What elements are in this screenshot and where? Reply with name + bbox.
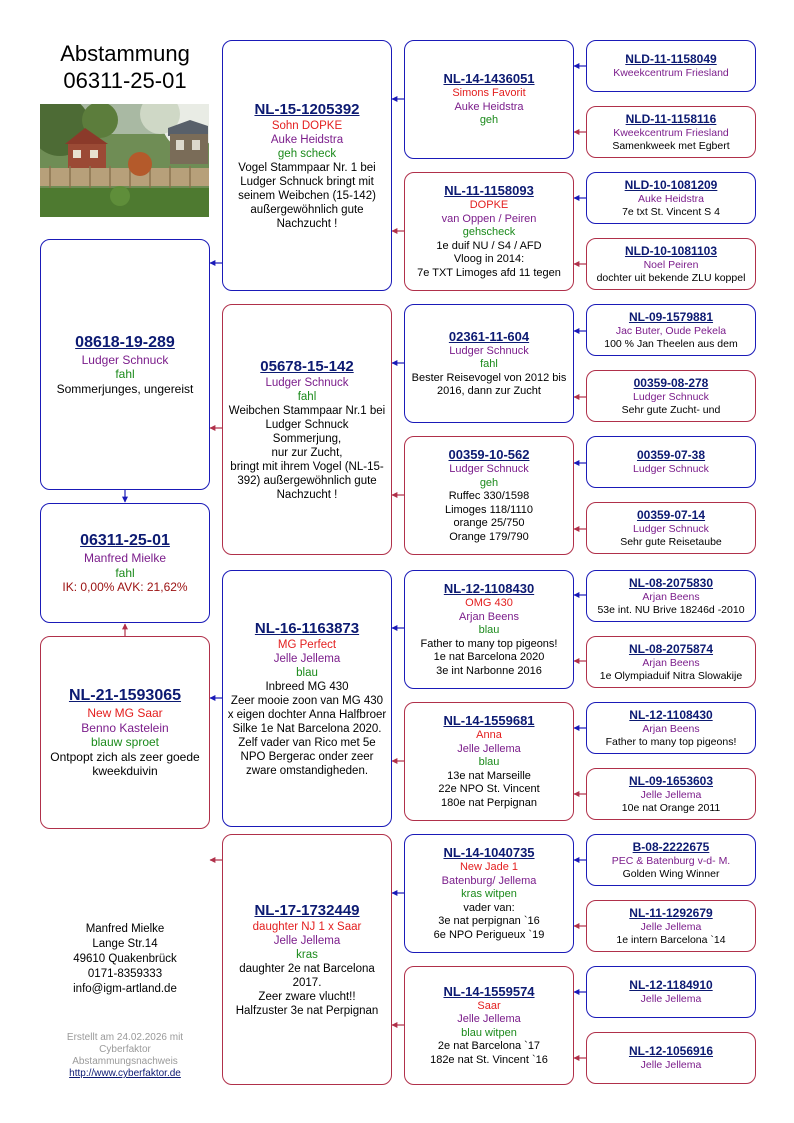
pigeon-ring-number[interactable]: NL-15-1205392 bbox=[254, 101, 360, 118]
pigeon-card-mfmm bbox=[586, 768, 756, 820]
pigeon-breeder: Ludger Schnuck bbox=[633, 463, 709, 475]
pigeon-note: Inbreed MG 430 bbox=[265, 681, 349, 693]
pigeon-breeder: Arjan Beens bbox=[459, 610, 519, 623]
pigeon-note: 1e nat Barcelona 2020 bbox=[433, 651, 545, 663]
pigeon-breeder: Kweekcentrum Friesland bbox=[613, 67, 729, 79]
pigeon-color: kras bbox=[296, 949, 318, 961]
owner-phone: 0171-8359333 bbox=[87, 968, 163, 980]
pigeon-breeder: Jelle Jellema bbox=[273, 653, 341, 665]
pigeon-card-fmff bbox=[586, 304, 756, 356]
pigeon-card-mmmf bbox=[586, 966, 756, 1018]
pigeon-ring-number[interactable]: NL-14-1559681 bbox=[443, 713, 535, 728]
pigeon-ring-number[interactable]: NL-21-1593065 bbox=[68, 687, 182, 705]
pigeon-color: geh scheck bbox=[277, 148, 337, 160]
pigeon-note: Orange 179/790 bbox=[449, 530, 529, 543]
pigeon-card-ffff bbox=[586, 40, 756, 92]
pigeon-note: 13e nat Marseille bbox=[447, 769, 531, 782]
pigeon-note: 53e int. NU Brive 18246d -2010 bbox=[597, 603, 745, 616]
pigeon-pigeon-name: New MG Saar bbox=[87, 706, 163, 721]
pigeon-note: 7e TXT Limoges afd 11 tegen bbox=[417, 266, 561, 279]
credit-link[interactable]: http://www.cyberfaktor.de bbox=[69, 1068, 181, 1079]
title-line-1: Abstammung bbox=[60, 41, 190, 66]
pigeon-breeder: Jelle Jellema bbox=[457, 1013, 521, 1026]
owner-street: Lange Str.14 bbox=[92, 938, 158, 950]
pigeon-color: geh bbox=[479, 476, 499, 489]
pigeon-color: blau bbox=[478, 756, 500, 768]
pigeon-color: blau witpen bbox=[461, 1026, 517, 1039]
credit-line-1: Erstellt am 24.02.2026 mit bbox=[66, 1032, 184, 1043]
pigeon-ring-number[interactable]: 08618-19-289 bbox=[75, 333, 175, 351]
pigeon-note: Limoges 118/1110 bbox=[444, 503, 534, 516]
pigeon-note: 7e txt St. Vincent S 4 bbox=[622, 205, 720, 218]
pigeon-card-fffm bbox=[586, 106, 756, 158]
pigeon-note: Vloog in 2014: bbox=[453, 253, 525, 265]
pigeon-card-fmm bbox=[404, 436, 574, 555]
pigeon-ring-number[interactable]: NLD-11-1158049 bbox=[625, 52, 717, 66]
pigeon-breeder: Batenburg/ Jellema bbox=[441, 874, 537, 887]
pigeon-ring-number[interactable]: NL-12-1184910 bbox=[629, 978, 713, 992]
pigeon-card-mfff bbox=[586, 570, 756, 622]
pigeon-pigeon-name: OMG 430 bbox=[465, 597, 513, 609]
pigeon-breeder: Ludger Schnuck bbox=[633, 390, 709, 403]
pigeon-card-mm bbox=[222, 834, 392, 1085]
pigeon-note: 180e nat Perpignan bbox=[440, 796, 538, 809]
pigeon-card-mmmm bbox=[586, 1032, 756, 1084]
pigeon-breeder: Arjan Beens bbox=[642, 722, 700, 735]
title-line-2: 06311-25-01 bbox=[63, 68, 187, 93]
pigeon-card-mfm bbox=[404, 702, 574, 821]
pigeon-breeder: Ludger Schnuck bbox=[449, 344, 529, 357]
pigeon-ring-number[interactable]: 00359-10-562 bbox=[448, 447, 530, 462]
pigeon-card-mmfm bbox=[586, 900, 756, 952]
pigeon-card-mmff bbox=[586, 834, 756, 886]
pigeon-breeder: Jelle Jellema bbox=[640, 993, 702, 1005]
pigeon-breeder: Auke Heidstra bbox=[454, 100, 524, 113]
pigeon-breeder: Ludger Schnuck bbox=[449, 463, 529, 475]
pigeon-color: kras witpen bbox=[461, 888, 517, 900]
pigeon-breeder: Jelle Jellema bbox=[640, 1059, 702, 1071]
pigeon-card-mffm bbox=[586, 636, 756, 688]
pigeon-note: vader van: bbox=[463, 901, 515, 914]
pigeon-note: Vogel Stammpaar Nr. 1 bei Ludger Schnuck bringt mit seinem Weibchen (15-142) außergewöhnlich gute Nachzucht ! bbox=[238, 162, 376, 230]
pigeon-color: fahl bbox=[115, 367, 135, 382]
pigeon-card-mff bbox=[404, 570, 574, 689]
pigeon-breeder: Jelle Jellema bbox=[457, 742, 521, 755]
pigeon-color: fahl bbox=[297, 391, 317, 403]
pigeon-breeder: van Oppen / Peiren bbox=[441, 212, 537, 225]
pigeon-ring-number[interactable]: B-08-2222675 bbox=[632, 839, 710, 854]
pigeon-ring-number[interactable]: NL-09-1653603 bbox=[628, 773, 714, 788]
pigeon-note: 10e nat Orange 2011 bbox=[621, 801, 721, 814]
pigeon-note: Sehr gute Reisetaube bbox=[620, 535, 722, 548]
pigeon-ring-number[interactable]: NL-14-1436051 bbox=[443, 71, 535, 87]
pigeon-note: 2e nat Barcelona `17 bbox=[437, 1040, 541, 1053]
pigeon-card-mmm bbox=[404, 966, 574, 1085]
pigeon-card-mmf bbox=[404, 834, 574, 953]
pigeon-ring-number[interactable]: NL-12-1108430 bbox=[629, 707, 713, 722]
pigeon-ring-number[interactable]: NL-16-1163873 bbox=[254, 620, 360, 637]
owner-address bbox=[40, 922, 210, 997]
pigeon-card-mf bbox=[222, 570, 392, 827]
pigeon-ring-number[interactable]: NLD-11-1158116 bbox=[625, 111, 717, 126]
pigeon-note: Sommerjung, bbox=[272, 433, 342, 445]
pigeon-color: blauw sproet bbox=[90, 735, 160, 750]
pigeon-breeder: Jelle Jellema bbox=[273, 935, 341, 947]
pigeon-ring-number[interactable]: NL-12-1056916 bbox=[628, 1044, 714, 1058]
pigeon-card-subject bbox=[40, 503, 210, 623]
pigeon-color: geh bbox=[479, 114, 499, 127]
pigeon-card-fff bbox=[404, 40, 574, 159]
pigeon-note: 3e nat perpignan `16 bbox=[438, 915, 540, 927]
pigeon-breeder: Arjan Beens bbox=[642, 590, 700, 603]
pigeon-breeder: Jelle Jellema bbox=[640, 920, 702, 933]
pigeon-note: Zeer mooie zoon van MG 430 x eigen dochter Anna Halfbroer Silke 1e Nat Barcelona 2020. Zelf vader van Rico met 5e NPO Bergerac onder zeer zware omstandigheden. bbox=[227, 695, 387, 777]
pigeon-card-mother bbox=[40, 636, 210, 829]
pigeon-breeder: Ludger Schnuck bbox=[633, 522, 709, 535]
pigeon-breeder: Ludger Schnuck bbox=[81, 352, 169, 367]
pigeon-breeder: Jac Buter, Oude Pekela bbox=[615, 324, 727, 337]
pigeon-pigeon-name: Anna bbox=[476, 729, 502, 741]
pigeon-pigeon-name: Sohn DOPKE bbox=[271, 120, 343, 132]
pigeon-ring-number[interactable]: NL-17-1732449 bbox=[254, 902, 360, 919]
pigeon-pigeon-name: Saar bbox=[477, 999, 501, 1012]
pigeon-breeder: Auke Heidstra bbox=[638, 192, 704, 205]
pigeon-note: Ontpopt zich als zeer goede kweekduivin bbox=[50, 749, 200, 779]
pigeon-breeder: Jelle Jellema bbox=[640, 788, 702, 801]
pigeon-ring-number[interactable]: NL-09-1579881 bbox=[628, 309, 714, 324]
pigeon-card-father bbox=[40, 239, 210, 490]
pigeon-breeder: Manfred Mielke bbox=[83, 551, 167, 566]
pigeon-note: Sehr gute Zucht- und bbox=[621, 403, 721, 416]
pigeon-note: 22e NPO St. Vincent bbox=[438, 783, 540, 795]
pigeon-color: fahl bbox=[115, 565, 135, 580]
pigeon-breeder: PEC & Batenburg v-d- M. bbox=[611, 854, 731, 867]
pigeon-pigeon-name: daughter NJ 1 x Saar bbox=[252, 921, 362, 933]
owner-city: 49610 Quakenbrück bbox=[73, 953, 177, 965]
credit-note bbox=[40, 1032, 210, 1080]
pigeon-ring-number[interactable]: 00359-08-278 bbox=[633, 375, 709, 390]
pigeon-pigeon-name: DOPKE bbox=[469, 199, 509, 211]
pigeon-note: 100 % Jan Theelen aus dem bbox=[604, 337, 738, 350]
pigeon-note: Halfzuster 3e nat Perpignan bbox=[235, 1005, 379, 1017]
owner-name: Manfred Mielke bbox=[85, 923, 165, 935]
pigeon-note: 1e Olympiaduif Nitra Slowakije bbox=[599, 669, 743, 682]
pigeon-note: bringt mit ihrem Vogel (NL-15-392) außergewöhnlich gute Nachzucht ! bbox=[230, 461, 384, 501]
pigeon-pigeon-name: MG Perfect bbox=[277, 639, 337, 651]
pigeon-breeder: Ludger Schnuck bbox=[265, 377, 349, 389]
pigeon-note: Bester Reisevogel von 2012 bis 2016, dann zur Zucht bbox=[411, 371, 567, 397]
pigeon-note: dochter uit bekende ZLU koppel bbox=[596, 271, 746, 284]
pigeon-note: 1e duif NU / S4 / AFD bbox=[436, 239, 542, 252]
pigeon-card-fmmf bbox=[586, 436, 756, 488]
pigeon-note: Samenkweek met Egbert bbox=[612, 139, 730, 152]
pigeon-card-mfmf bbox=[586, 702, 756, 754]
pigeon-note: nur zur Zucht, bbox=[271, 447, 343, 459]
pigeon-note: orange 25/750 bbox=[453, 517, 525, 529]
pigeon-card-fmfm bbox=[586, 370, 756, 422]
pigeon-note: daughter 2e nat Barcelona 2017. bbox=[239, 963, 375, 989]
credit-line-3: Abstammungsnachweis bbox=[72, 1056, 178, 1067]
pigeon-ring-number[interactable]: 00359-07-38 bbox=[636, 448, 706, 462]
pigeon-breeder: Arjan Beens bbox=[642, 656, 700, 669]
pigeon-ring-number[interactable]: NL-08-2075874 bbox=[628, 641, 714, 656]
pigeon-color: blau bbox=[296, 667, 318, 679]
pigeon-color: gehscheck bbox=[462, 226, 516, 238]
pigeon-ring-number[interactable]: 00359-07-14 bbox=[636, 507, 706, 522]
pigeon-ring-number[interactable]: 02361-11-604 bbox=[448, 328, 530, 344]
pigeon-breeder: Benno Kastelein bbox=[81, 720, 169, 735]
pigeon-breeder: Noel Peiren bbox=[643, 258, 699, 271]
pigeon-note: Father to many top pigeons! bbox=[420, 637, 558, 650]
pigeon-pigeon-name: New Jade 1 bbox=[459, 861, 519, 873]
pigeon-note: 6e NPO Perigueux `19 bbox=[433, 928, 545, 941]
pigeon-card-ffmm bbox=[586, 238, 756, 290]
pigeon-card-fmmm bbox=[586, 502, 756, 554]
pigeon-ring-number[interactable]: NL-12-1108430 bbox=[443, 581, 535, 596]
pigeon-pigeon-name: Simons Favorit bbox=[452, 87, 526, 100]
pigeon-ring-number[interactable]: NL-11-1292679 bbox=[629, 905, 713, 920]
pigeon-note: Ruffec 330/1598 bbox=[448, 490, 530, 502]
pigeon-card-fmf bbox=[404, 304, 574, 423]
pigeon-note: 182e nat St. Vincent `16 bbox=[430, 1053, 548, 1066]
pigeon-ring-number[interactable]: 06311-25-01 bbox=[80, 532, 170, 550]
pigeon-ring-number[interactable]: NLD-10-1081209 bbox=[624, 177, 718, 192]
pigeon-ring-number[interactable]: NL-14-1040735 bbox=[443, 845, 535, 860]
credit-line-2: Cyberfaktor bbox=[99, 1044, 151, 1055]
pigeon-color: fahl bbox=[480, 358, 498, 370]
pigeon-card-fm bbox=[222, 304, 392, 555]
pigeon-inbreeding: IK: 0,00% AVK: 21,62% bbox=[62, 580, 188, 595]
pigeon-ring-number[interactable]: NL-08-2075830 bbox=[628, 575, 714, 590]
pigeon-card-ffmf bbox=[586, 172, 756, 224]
pigeon-ring-number[interactable]: 05678-15-142 bbox=[260, 358, 354, 375]
pigeon-ring-number[interactable]: NL-14-1559574 bbox=[443, 983, 535, 999]
pigeon-ring-number[interactable]: NLD-10-1081103 bbox=[624, 243, 718, 258]
pigeon-card-ffm bbox=[404, 172, 574, 291]
pigeon-breeder: Kweekcentrum Friesland bbox=[613, 126, 729, 139]
pigeon-note: Golden Wing Winner bbox=[622, 867, 720, 880]
owner-email: info@igm-artland.de bbox=[73, 983, 177, 995]
pigeon-note: Father to many top pigeons! bbox=[605, 735, 737, 748]
pigeon-ring-number[interactable]: NL-11-1158093 bbox=[444, 183, 534, 198]
pigeon-note: 3e int Narbonne 2016 bbox=[436, 664, 542, 677]
pigeon-breeder: Auke Heidstra bbox=[270, 134, 344, 146]
pigeon-card-ff bbox=[222, 40, 392, 291]
pigeon-note: Sommerjunges, ungereist bbox=[56, 381, 194, 396]
pigeon-color: blau bbox=[478, 624, 500, 636]
pigeon-note: Zeer zware vlucht!! bbox=[258, 991, 356, 1003]
pigeon-note: 1e intern Barcelona `14 bbox=[616, 933, 726, 946]
pigeon-note: Weibchen Stammpaar Nr.1 bei Ludger Schnuck bbox=[228, 405, 386, 431]
